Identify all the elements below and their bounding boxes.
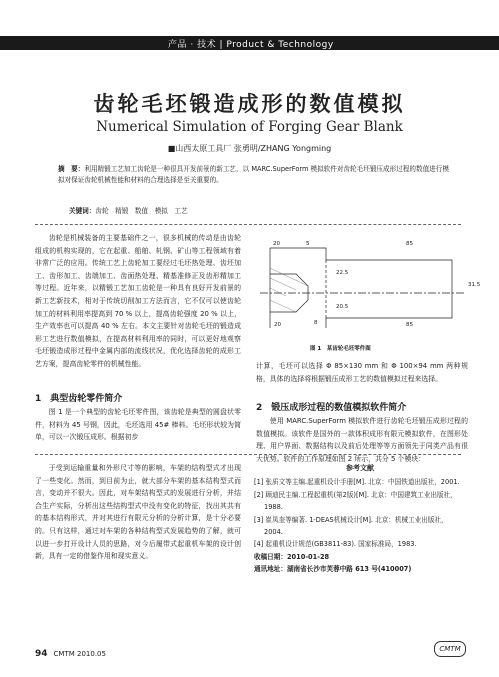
dim-31-5: 31.5: [468, 282, 481, 288]
dim-20-top: 20: [273, 241, 280, 247]
section-2-body: [256, 415, 468, 465]
abstract-text: 利用精锻工艺加工齿轮是一种很具开发前景的新工艺，以 MARC.SuperForm 模拟软件对齿轮毛坯锻压成形过程的数值进行模拟对保证齿轮机械性能和材料的合理选择是至关重要的。: [58, 165, 449, 184]
page-footer: [35, 649, 106, 659]
received-date: 收稿日期：2010-01-28: [254, 552, 330, 561]
reference-item: [4] 起重机设计规范(GB3811-83). 国家标准局，1983.: [254, 540, 417, 549]
right-top-text: 计算，毛坯可以选择 Φ 85×130 mm 和 Φ 100×94 mm 两种规格，具体的选择将根据锻压成形工艺的数值模拟过程来选择。: [256, 362, 468, 383]
abstract: [58, 164, 452, 186]
reference-item: [2] 顾迪民主编.工程起重机(第2版)[M]. 北京：中国建筑工业出版社，1988.: [254, 490, 457, 512]
dim-85-bottom: 85: [406, 322, 413, 328]
article-title-cn: 齿轮毛坯锻造成形的数值模拟: [93, 92, 406, 116]
keywords-label: 关键词：: [69, 207, 96, 215]
references: [254, 462, 466, 576]
reference-item: [3] 崔凤奎等编著. 1-DEAS机械设计[M]. 北京：机械工业出版社，2004.: [254, 515, 448, 537]
figure-1-caption: 图 1 某齿轮毛坯零件图: [310, 346, 371, 352]
dim-20-5: 20.5: [336, 304, 349, 310]
gear-blank-drawing: [256, 238, 481, 328]
divider-bottom: [35, 454, 461, 455]
right-column-top: [256, 360, 468, 385]
section-1-heading: 1 典型齿轮零件简介: [35, 394, 123, 404]
dim-20-bottom: 20: [274, 322, 281, 328]
dim-22-5: 22.5: [336, 270, 349, 276]
section-2-text: 使用 MARC.SuperForm 模拟软件进行齿轮毛坯锻压成形过程的数值模拟。该软件是国外的一款体积成形有限元模拟软件，在图形处理、用户界面、数据结构以及前后处理等等方面领先于同类产品有很大优势。软件的工作原理如图 2 所示，共分 5 个模块：: [256, 417, 468, 463]
bottom-left-text: [35, 462, 241, 563]
references-title: 参考文献: [346, 464, 374, 472]
abstract-label: 摘 要：: [58, 165, 85, 173]
left-column-intro: [35, 232, 241, 371]
journal-logo: CMTM: [434, 641, 466, 657]
bottom-left-paragraph: 于受到运输重量和外形尺寸等的影响，车架的结构型式才出现了一些变化。然而，到目前为止，就大部分车架的基本结构型式而言，变动并不很大。因此，对车架结构型式的发展进行分析，并结合生产实际，分析出这些结构型式中没有变化的特征，找出其共有的基本结构形式，并对其进行有限元分析的分析计算，是十分必要的。只有这样，通过对车架的各种结构型式发展趋势的了解，就可以进一步打开设计人员的思路，对今后履带式起重机车架的设计创新，具有一定的借鉴作用和现实意义。: [35, 464, 241, 561]
author-line: ■山西太原工具厂 张勇明/ZHANG Yongming: [167, 144, 332, 153]
outline-upper: [270, 248, 452, 328]
intro-paragraph: 齿轮是机械装备的主要基础件之一，很多机械的传动是由齿轮组成的机构实现的，它在起重、船舶、轧钢、矿山等工程领域有着非常广泛的应用。传统工艺上齿轮加工要经过毛坯热处理、齿坯加工、齿形加工、齿端加工、齿面热处理、精基准修正及齿形精加工等过程。近年来，以精锻工艺加工齿轮是一种具有良好开发前景的新工艺新技术，相对于传统切削加工方法而言，它不仅可以使齿轮加工的材料利用率提高到 70 % 以上，提高齿轮强度 20 % 以上，生产效率也可以提高 40 % 左右。本文主要针对齿轮毛坯的锻造成形工艺进行数值模拟，在提高材料利用率的同时，可以更好地观察毛坯锻造成形过程中金属内部的流线状况，优化选择齿轮的成形工艺方案，提高齿轮零件的机械性能。: [35, 234, 241, 368]
keywords-text: 齿轮 精锻 数值 模拟 工艺: [95, 207, 188, 215]
dim-85-top: 85: [406, 241, 413, 247]
journal-issue: CMTM 2010.05: [53, 650, 106, 658]
page-number: 94: [35, 649, 48, 659]
banner-text: 产品 · 技术 | Product & Technology: [168, 40, 334, 50]
section-1-text: 图 1 是一个典型的齿轮毛坯零件图，该齿轮是典型的圆盘状零件，材料为 45 号钢，因此，毛坯选用 45# 棒料。毛坯形状较为简单，可以一次锻压成形。根据初步: [35, 408, 241, 442]
dim-8: 8: [314, 320, 318, 326]
divider-top: [35, 224, 461, 225]
article-title-en: Numerical Simulation of Forging Gear Blank: [96, 119, 403, 135]
keywords: [69, 205, 188, 215]
reference-item: [1] 张质文等主编.起重机设计手册[M]. 北京：中国铁道出版社，2001.: [254, 478, 460, 487]
section-1-body: [35, 406, 241, 444]
correspondence-address: 通讯地址：湖南省长沙市芙蓉中路 613 号(410007): [254, 565, 412, 574]
section-2-heading: 2 锻压成形过程的数值模拟软件简介: [256, 403, 407, 413]
dim-5: 5: [306, 241, 310, 247]
